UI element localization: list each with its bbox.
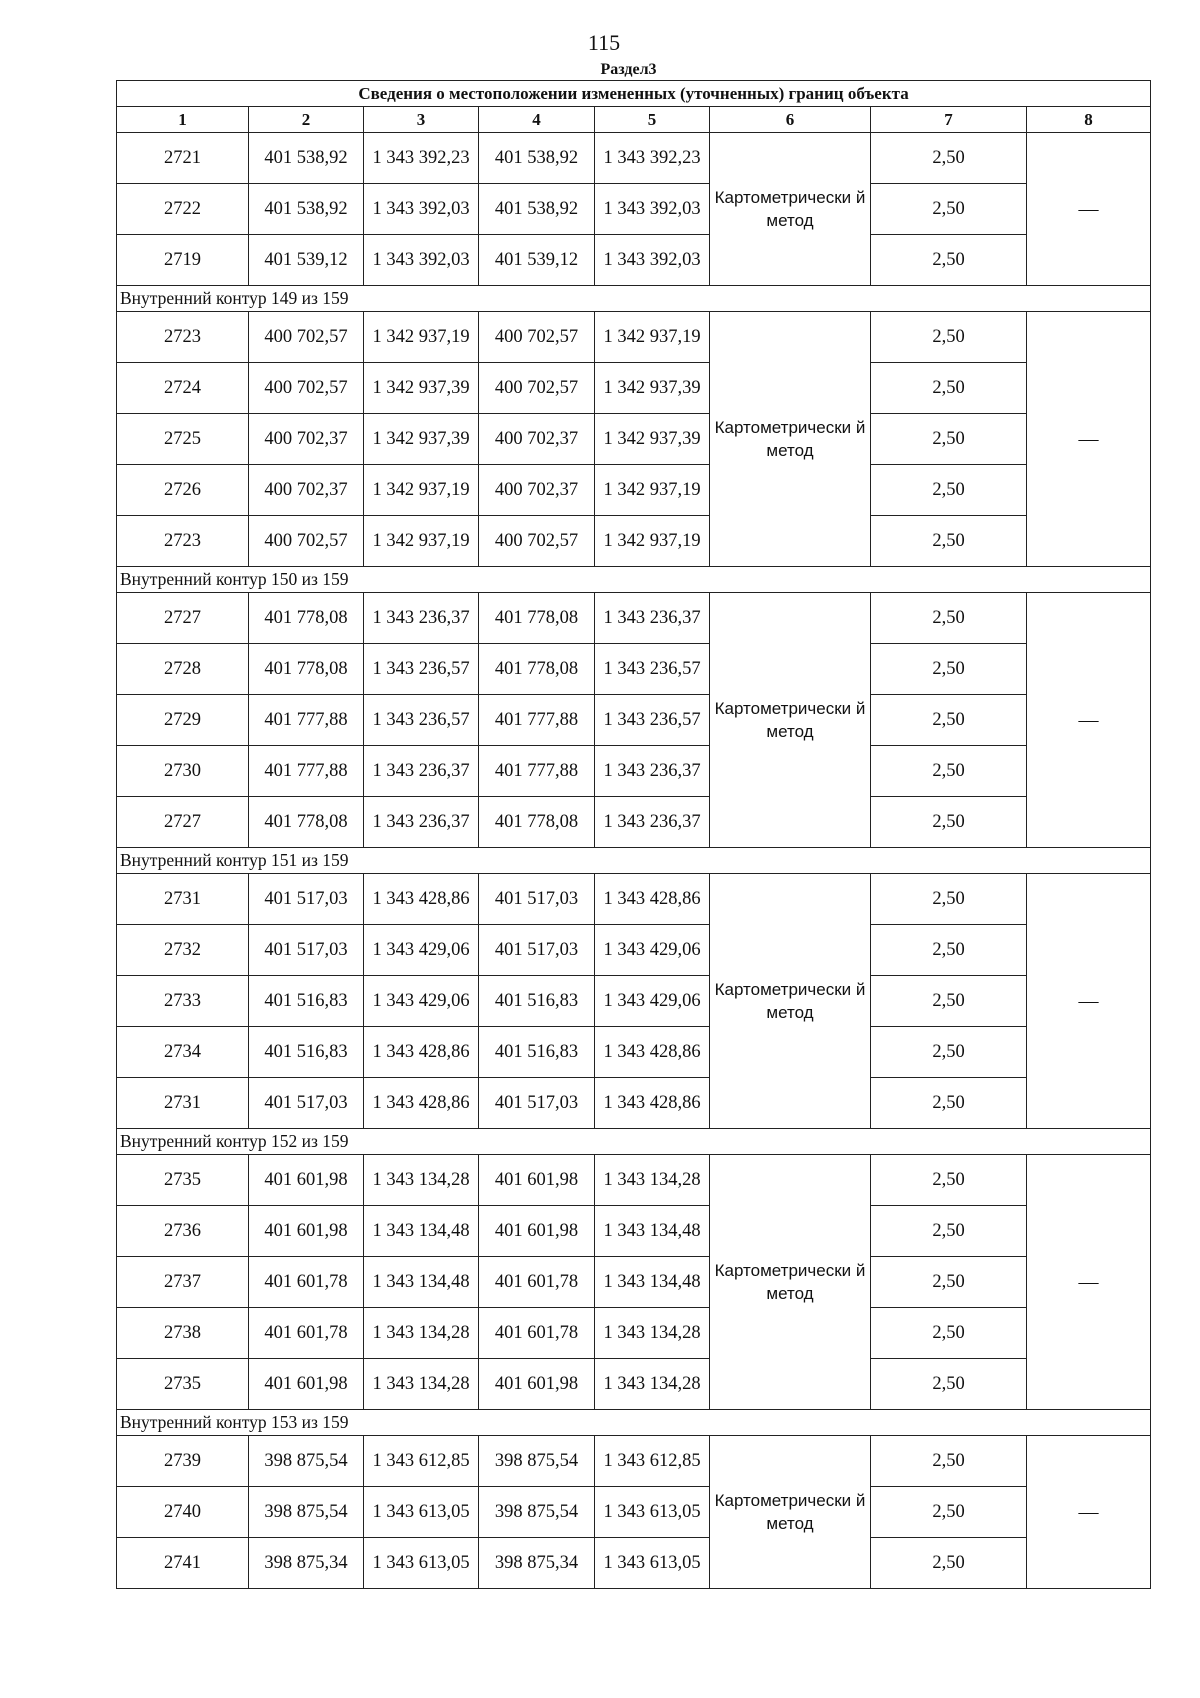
point-number-cell: 2741 [117, 1538, 249, 1589]
coordinate-cell: 401 538,92 [479, 133, 595, 184]
table-row [117, 593, 1151, 644]
coordinate-cell: 1 343 134,28 [595, 1359, 710, 1410]
coordinate-cell: 1 342 937,19 [595, 516, 710, 567]
coordinate-cell: 1 343 134,48 [364, 1206, 479, 1257]
table-row [117, 695, 1151, 746]
header-cell: 4 [479, 107, 595, 133]
boundary-table [116, 80, 1151, 1589]
table-body [117, 81, 1151, 1589]
coordinate-cell: 401 517,03 [249, 925, 364, 976]
coordinate-cell: 401 516,83 [249, 976, 364, 1027]
coordinate-cell: 401 601,78 [249, 1308, 364, 1359]
header-cell: 3 [364, 107, 479, 133]
coordinate-cell: 1 343 236,57 [364, 644, 479, 695]
point-number-cell: 2730 [117, 746, 249, 797]
header-cell: 7 [871, 107, 1027, 133]
method-cell: Картометрически й метод [710, 593, 871, 848]
coordinate-cell: 398 875,34 [479, 1538, 595, 1589]
contour-row [117, 848, 1151, 874]
accuracy-cell: 2,50 [871, 516, 1027, 567]
contour-label: Внутренний контур 153 из 159 [117, 1410, 1151, 1436]
coordinate-cell: 1 343 236,57 [595, 644, 710, 695]
coordinate-cell: 401 517,03 [479, 874, 595, 925]
coordinate-cell: 401 778,08 [479, 593, 595, 644]
table-caption: Сведения о местоположении измененных (уточненных) границ объекта [117, 81, 1151, 107]
point-number-cell: 2732 [117, 925, 249, 976]
table-row [117, 363, 1151, 414]
coordinate-cell: 1 343 392,03 [595, 235, 710, 286]
point-number-cell: 2727 [117, 593, 249, 644]
accuracy-cell: 2,50 [871, 593, 1027, 644]
coordinate-cell: 1 343 236,37 [595, 797, 710, 848]
coordinate-cell: 398 875,54 [249, 1436, 364, 1487]
coordinate-cell: 1 342 937,39 [364, 414, 479, 465]
coordinate-cell: 401 538,92 [249, 133, 364, 184]
table-row [117, 312, 1151, 363]
method-cell: Картометрически й метод [710, 1155, 871, 1410]
table-row [117, 1027, 1151, 1078]
coordinate-cell: 1 343 392,03 [364, 184, 479, 235]
coordinate-cell: 1 343 236,57 [364, 695, 479, 746]
table-row [117, 746, 1151, 797]
coordinate-cell: 401 777,88 [479, 695, 595, 746]
coordinate-cell: 400 702,37 [249, 414, 364, 465]
coordinate-cell: 1 343 134,28 [364, 1359, 479, 1410]
page-number: 115 [587, 30, 621, 55]
point-number-cell: 2727 [117, 797, 249, 848]
point-number-cell: 2738 [117, 1308, 249, 1359]
coordinate-cell: 1 343 613,05 [595, 1538, 710, 1589]
table-row [117, 1257, 1151, 1308]
coordinate-cell: 401 517,03 [249, 874, 364, 925]
coordinate-cell: 401 777,88 [479, 746, 595, 797]
accuracy-cell: 2,50 [871, 312, 1027, 363]
coordinate-cell: 1 343 134,28 [595, 1155, 710, 1206]
coordinate-cell: 1 343 428,86 [595, 1027, 710, 1078]
accuracy-cell: 2,50 [871, 414, 1027, 465]
coordinate-cell: 1 343 134,48 [595, 1206, 710, 1257]
method-cell: Картометрически й метод [710, 1436, 871, 1589]
point-number-cell: 2734 [117, 1027, 249, 1078]
accuracy-cell: 2,50 [871, 235, 1027, 286]
coordinate-cell: 1 343 429,06 [364, 976, 479, 1027]
coordinate-cell: 1 343 236,37 [595, 746, 710, 797]
coordinate-cell: 1 343 392,23 [595, 133, 710, 184]
accuracy-cell: 2,50 [871, 797, 1027, 848]
point-number-cell: 2726 [117, 465, 249, 516]
coordinate-cell: 401 601,78 [479, 1257, 595, 1308]
section-title: Раздел3 [600, 61, 657, 78]
coordinate-cell: 400 702,57 [479, 312, 595, 363]
accuracy-cell: 2,50 [871, 1206, 1027, 1257]
coordinate-cell: 401 777,88 [249, 746, 364, 797]
coordinate-cell: 1 343 613,05 [364, 1538, 479, 1589]
table-row [117, 874, 1151, 925]
coordinate-cell: 1 343 236,37 [364, 797, 479, 848]
coordinate-cell: 1 343 134,28 [364, 1155, 479, 1206]
coordinate-cell: 401 538,92 [249, 184, 364, 235]
point-number-cell: 2725 [117, 414, 249, 465]
coordinate-cell: 1 343 613,05 [364, 1487, 479, 1538]
table-row [117, 644, 1151, 695]
coordinate-cell: 1 342 937,19 [364, 516, 479, 567]
coordinate-cell: 1 342 937,19 [595, 312, 710, 363]
accuracy-cell: 2,50 [871, 976, 1027, 1027]
accuracy-cell: 2,50 [871, 1359, 1027, 1410]
table-row [117, 516, 1151, 567]
header-cell: 8 [1027, 107, 1151, 133]
table-row [117, 1359, 1151, 1410]
description-cell: — [1027, 133, 1151, 286]
accuracy-cell: 2,50 [871, 1308, 1027, 1359]
table-caption-row [117, 81, 1151, 107]
coordinate-cell: 1 343 134,48 [364, 1257, 479, 1308]
coordinate-cell: 400 702,37 [479, 465, 595, 516]
coordinate-cell: 1 343 612,85 [364, 1436, 479, 1487]
coordinate-cell: 1 342 937,19 [364, 465, 479, 516]
coordinate-cell: 1 343 236,37 [595, 593, 710, 644]
coordinate-cell: 401 516,83 [479, 976, 595, 1027]
accuracy-cell: 2,50 [871, 1436, 1027, 1487]
accuracy-cell: 2,50 [871, 1257, 1027, 1308]
coordinate-cell: 401 517,03 [479, 1078, 595, 1129]
table-row [117, 133, 1151, 184]
contour-label: Внутренний контур 152 из 159 [117, 1129, 1151, 1155]
coordinate-cell: 401 601,98 [479, 1155, 595, 1206]
coordinate-cell: 401 517,03 [249, 1078, 364, 1129]
coordinate-cell: 400 702,57 [249, 363, 364, 414]
table-row [117, 797, 1151, 848]
table-header-row [117, 107, 1151, 133]
method-cell: Картометрически й метод [710, 133, 871, 286]
accuracy-cell: 2,50 [871, 874, 1027, 925]
accuracy-cell: 2,50 [871, 363, 1027, 414]
coordinate-cell: 401 538,92 [479, 184, 595, 235]
coordinate-cell: 400 702,57 [249, 516, 364, 567]
coordinate-cell: 401 778,08 [249, 797, 364, 848]
point-number-cell: 2729 [117, 695, 249, 746]
table-row [117, 465, 1151, 516]
contour-label: Внутренний контур 150 из 159 [117, 567, 1151, 593]
point-number-cell: 2724 [117, 363, 249, 414]
coordinate-cell: 1 342 937,19 [364, 312, 479, 363]
coordinate-cell: 1 342 937,39 [595, 363, 710, 414]
table-row [117, 1155, 1151, 1206]
table-row [117, 1078, 1151, 1129]
contour-row [117, 567, 1151, 593]
coordinate-cell: 1 343 612,85 [595, 1436, 710, 1487]
coordinate-cell: 1 343 134,28 [364, 1308, 479, 1359]
contour-label: Внутренний контур 149 из 159 [117, 286, 1151, 312]
point-number-cell: 2733 [117, 976, 249, 1027]
coordinate-cell: 401 778,08 [249, 593, 364, 644]
coordinate-cell: 401 539,12 [479, 235, 595, 286]
coordinate-cell: 1 343 392,03 [364, 235, 479, 286]
accuracy-cell: 2,50 [871, 644, 1027, 695]
coordinate-cell: 398 875,54 [479, 1487, 595, 1538]
coordinate-cell: 401 778,08 [479, 797, 595, 848]
coordinate-cell: 401 601,98 [249, 1359, 364, 1410]
coordinate-cell: 1 343 428,86 [364, 874, 479, 925]
coordinate-cell: 401 516,83 [249, 1027, 364, 1078]
description-cell: — [1027, 1155, 1151, 1410]
coordinate-cell: 401 601,78 [479, 1308, 595, 1359]
coordinate-cell: 401 778,08 [479, 644, 595, 695]
coordinate-cell: 401 539,12 [249, 235, 364, 286]
accuracy-cell: 2,50 [871, 184, 1027, 235]
table-row [117, 184, 1151, 235]
coordinate-cell: 1 343 392,03 [595, 184, 710, 235]
table-row [117, 1487, 1151, 1538]
coordinate-cell: 1 343 429,06 [364, 925, 479, 976]
coordinate-cell: 1 343 236,57 [595, 695, 710, 746]
coordinate-cell: 398 875,54 [479, 1436, 595, 1487]
point-number-cell: 2737 [117, 1257, 249, 1308]
coordinate-cell: 1 343 392,23 [364, 133, 479, 184]
header-cell: 6 [710, 107, 871, 133]
accuracy-cell: 2,50 [871, 1027, 1027, 1078]
coordinate-cell: 401 601,98 [249, 1206, 364, 1257]
description-cell: — [1027, 593, 1151, 848]
table-row [117, 1538, 1151, 1589]
header-cell: 5 [595, 107, 710, 133]
accuracy-cell: 2,50 [871, 1538, 1027, 1589]
table-row [117, 235, 1151, 286]
coordinate-cell: 1 343 236,37 [364, 746, 479, 797]
point-number-cell: 2736 [117, 1206, 249, 1257]
table-row [117, 1436, 1151, 1487]
point-number-cell: 2735 [117, 1359, 249, 1410]
method-cell: Картометрически й метод [710, 874, 871, 1129]
table-row [117, 414, 1151, 465]
coordinate-cell: 398 875,34 [249, 1538, 364, 1589]
table-row [117, 1308, 1151, 1359]
coordinate-cell: 1 343 429,06 [595, 925, 710, 976]
coordinate-cell: 398 875,54 [249, 1487, 364, 1538]
contour-label: Внутренний контур 151 из 159 [117, 848, 1151, 874]
point-number-cell: 2721 [117, 133, 249, 184]
coordinate-cell: 1 343 134,48 [595, 1257, 710, 1308]
point-number-cell: 2731 [117, 874, 249, 925]
table-row [117, 1206, 1151, 1257]
coordinate-cell: 400 702,37 [479, 414, 595, 465]
accuracy-cell: 2,50 [871, 695, 1027, 746]
coordinate-cell: 1 343 134,28 [595, 1308, 710, 1359]
coordinate-cell: 1 342 937,19 [595, 465, 710, 516]
accuracy-cell: 2,50 [871, 925, 1027, 976]
point-number-cell: 2728 [117, 644, 249, 695]
coordinate-cell: 401 777,88 [249, 695, 364, 746]
description-cell: — [1027, 312, 1151, 567]
accuracy-cell: 2,50 [871, 465, 1027, 516]
description-cell: — [1027, 874, 1151, 1129]
coordinate-cell: 1 343 428,86 [595, 874, 710, 925]
contour-row [117, 1129, 1151, 1155]
contour-row [117, 286, 1151, 312]
coordinate-cell: 1 343 429,06 [595, 976, 710, 1027]
coordinate-cell: 1 343 613,05 [595, 1487, 710, 1538]
point-number-cell: 2735 [117, 1155, 249, 1206]
table-row [117, 976, 1151, 1027]
coordinate-cell: 400 702,57 [479, 363, 595, 414]
coordinate-cell: 401 601,98 [249, 1155, 364, 1206]
coordinate-cell: 1 343 428,86 [595, 1078, 710, 1129]
accuracy-cell: 2,50 [871, 746, 1027, 797]
coordinate-cell: 1 342 937,39 [364, 363, 479, 414]
description-cell: — [1027, 1436, 1151, 1589]
coordinate-cell: 401 517,03 [479, 925, 595, 976]
coordinate-cell: 1 343 428,86 [364, 1027, 479, 1078]
coordinate-cell: 1 343 428,86 [364, 1078, 479, 1129]
accuracy-cell: 2,50 [871, 133, 1027, 184]
coordinate-cell: 400 702,57 [249, 312, 364, 363]
point-number-cell: 2739 [117, 1436, 249, 1487]
header-cell: 2 [249, 107, 364, 133]
method-cell: Картометрически й метод [710, 312, 871, 567]
coordinate-cell: 1 342 937,39 [595, 414, 710, 465]
accuracy-cell: 2,50 [871, 1078, 1027, 1129]
coordinate-cell: 400 702,37 [249, 465, 364, 516]
coordinate-cell: 400 702,57 [479, 516, 595, 567]
header-cell: 1 [117, 107, 249, 133]
coordinate-cell: 401 601,98 [479, 1359, 595, 1410]
coordinate-cell: 1 343 236,37 [364, 593, 479, 644]
contour-row [117, 1410, 1151, 1436]
coordinate-cell: 401 601,98 [479, 1206, 595, 1257]
point-number-cell: 2723 [117, 516, 249, 567]
point-number-cell: 2722 [117, 184, 249, 235]
point-number-cell: 2719 [117, 235, 249, 286]
accuracy-cell: 2,50 [871, 1155, 1027, 1206]
coordinate-cell: 401 778,08 [249, 644, 364, 695]
point-number-cell: 2740 [117, 1487, 249, 1538]
point-number-cell: 2723 [117, 312, 249, 363]
coordinate-cell: 401 601,78 [249, 1257, 364, 1308]
point-number-cell: 2731 [117, 1078, 249, 1129]
table-row [117, 925, 1151, 976]
accuracy-cell: 2,50 [871, 1487, 1027, 1538]
coordinate-cell: 401 516,83 [479, 1027, 595, 1078]
